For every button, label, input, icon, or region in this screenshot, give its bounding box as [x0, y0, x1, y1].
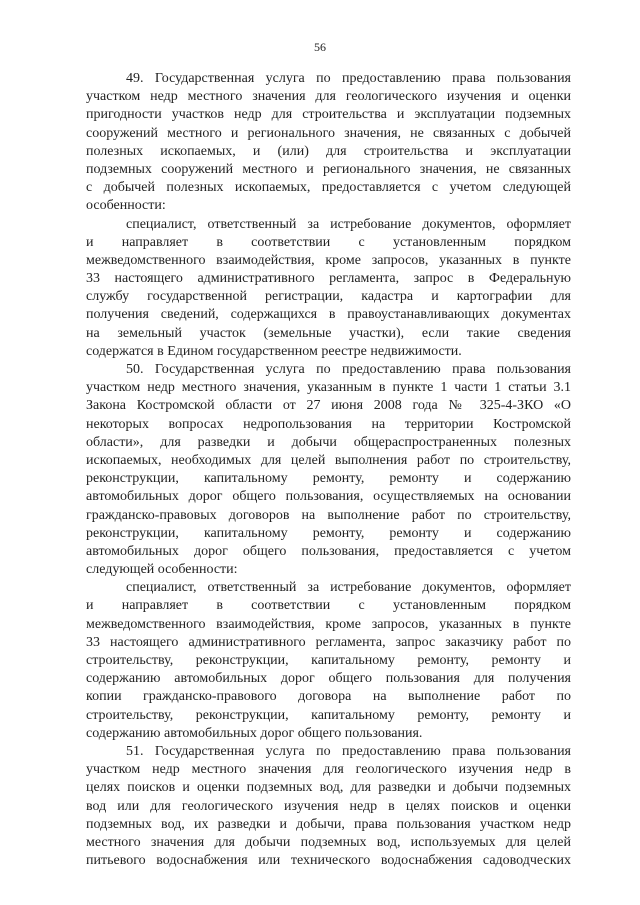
- page-number: 56: [314, 40, 326, 54]
- text-line: Закона Костромской области от 27 июня 2008 года № 325-4-ЗКО «О: [86, 398, 571, 414]
- text-line: полезных ископаемых, и (или) для строительства и эксплуатации: [86, 143, 571, 159]
- text-line: содержанию автомобильных дорог общего пользования.: [86, 725, 423, 741]
- text-line: местного значения для добычи подземных вод, используемых для целей: [86, 834, 571, 850]
- text-line: пригодности участков недр для строительства и эксплуатации подземных: [86, 107, 571, 123]
- text-line: автомобильных дорог общего пользования, осуществляемых на основании: [86, 489, 571, 505]
- text-line: реконструкции, капитальному ремонту, ремонту и содержанию: [86, 471, 571, 487]
- text-line: гражданско-правовых договоров на выполнение работ по строительству,: [86, 507, 571, 523]
- text-line: специалист, ответственный за истребование документов, оформляет: [126, 216, 571, 232]
- text-line: участком недр местного значения для геологического изучения недр в: [86, 762, 571, 778]
- text-line: 50. Государственная услуга по предоставлению права пользования: [126, 362, 571, 377]
- text-line: содержанию автомобильных дорог общего пользования для получения: [86, 671, 571, 687]
- text-line: и направляет в соответствии с установленным порядком: [86, 234, 571, 250]
- text-line: с добычей полезных ископаемых, предоставляется с учетом следующей: [86, 180, 571, 196]
- text-line: 51. Государственная услуга по предоставлению права пользования: [126, 743, 571, 759]
- text-line: строительству, реконструкции, капитальному ремонту, ремонту и: [86, 653, 571, 668]
- text-line: службу государственной регистрации, кадастра и картографии для: [86, 289, 571, 305]
- text-line: 49. Государственная услуга по предоставлению права пользования: [126, 71, 571, 86]
- text-line: следующей особенности:: [86, 562, 238, 578]
- text-line: подземных вод, их разведки и добычи, права пользования участком недр: [86, 816, 571, 832]
- text-line: вод или для геологического изучения недр в целях поисков и оценки: [86, 798, 571, 814]
- text-line: области», для разведки и добычи общераспространенных полезных: [86, 434, 571, 450]
- text-line: специалист, ответственный за истребование документов, оформляет: [126, 580, 571, 596]
- text-line: строительству, реконструкции, капитальному ремонту, ремонту и: [86, 707, 571, 723]
- text-line: 33 настоящего административного регламента, запрос заказчику работ по: [86, 634, 571, 650]
- text-line: сооружений местного и регионального значения, не связанных с добычей: [86, 125, 571, 141]
- text-line: и направляет в соответствии с установленным порядком: [86, 598, 571, 614]
- text-line: питьевого водоснабжения или технического водоснабжения садоводческих: [86, 853, 571, 869]
- text-line: автомобильных дорог общего пользования, предоставляется с учетом: [86, 543, 571, 559]
- text-line: целях поисков и оценки подземных вод, для разведки и добычи подземных: [86, 780, 571, 796]
- text-line: на земельный участок (земельные участки), если такие сведения: [86, 325, 571, 341]
- text-line: подземных сооружений местного и регионального значения, не связанных: [86, 161, 571, 177]
- text-line: особенности:: [86, 198, 166, 214]
- text-line: участком недр местного значения, указанным в пункте 1 части 1 статьи 3.1: [86, 380, 571, 396]
- text-line: получения сведений, содержащихся в правоустанавливающих документах: [86, 307, 571, 323]
- text-line: межведомственного взаимодействия, кроме запросов, указанных в пункте: [86, 252, 571, 268]
- text-line: реконструкции, капитальному ремонту, ремонту и содержанию: [86, 525, 571, 541]
- text-line: копии гражданско-правового договора на выполнение работ по: [86, 689, 571, 705]
- text-line: межведомственного взаимодействия, кроме запросов, указанных в пункте: [86, 616, 571, 632]
- text-line: ископаемых, необходимых для целей выполнения работ по строительству,: [86, 452, 571, 468]
- text-line: некоторых вопросах недропользования на территории Костромской: [86, 416, 571, 432]
- text-line: содержатся в Едином государственном реестре недвижимости.: [86, 343, 462, 359]
- text-line: 33 настоящего административного регламента, запрос в Федеральную: [86, 271, 571, 287]
- text-line: участком недр местного значения для геологического изучения и оценки: [86, 89, 571, 105]
- document-body: [86, 70, 571, 870]
